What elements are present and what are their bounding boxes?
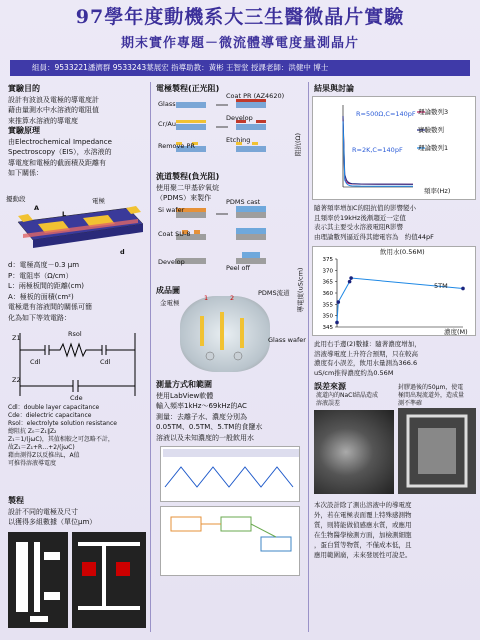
circuit-z1: Z1	[12, 334, 21, 342]
fig-label-wave: 擾動段	[6, 195, 26, 203]
elec-step-5: Etching	[226, 136, 251, 144]
section-theory-heading: 實驗原理	[8, 126, 40, 135]
chart2-point-2	[348, 280, 352, 284]
crystal-photo	[314, 410, 394, 494]
chart2-ytick-label-1: 350	[322, 313, 333, 320]
fig-label-a: A	[34, 204, 40, 212]
conductivity-chart	[312, 246, 476, 336]
chart2-ytick-label-6: 375	[322, 257, 333, 263]
product-photo	[180, 296, 270, 372]
circuit-cde: Cde	[70, 394, 83, 402]
chart2-point-4	[461, 287, 465, 291]
conductivity-chart-svg	[313, 247, 477, 337]
mask-photo-1	[8, 532, 68, 628]
chart1-legend-2: 理論數列1	[418, 144, 449, 152]
circuit-cdl-2: Cdl	[100, 358, 111, 366]
chart2-point-3	[349, 276, 353, 280]
chart2-xlabel: 濃度(M)	[444, 328, 468, 336]
error-note-2: 封膠過後的50μm，使電 極間出現流道外，造成量 測不準確	[398, 384, 465, 407]
elec-step-2: Coat PR (AZ4620)	[226, 92, 285, 100]
chart2-point-1	[336, 300, 340, 304]
flow-step-1: Coat SU-8	[158, 230, 191, 238]
product-heading: 成品圖	[156, 286, 180, 295]
chart2-point-label: 5TM	[434, 282, 448, 290]
error-heading: 誤差來源	[314, 382, 346, 391]
discussion-text: 隨著頻率增加C的阻抗值的影響變小 且頻率於19kHz後漸趨近一定值 表示其主要受水溶液電阻R影響 由理論數列逼近得其總電容為 約值44pF	[314, 204, 434, 241]
column-divider-1	[150, 82, 151, 632]
elec-step-6: Remove PR	[158, 142, 195, 150]
process-section	[8, 496, 148, 528]
channel-photo	[398, 408, 476, 494]
circuit-cdl-1: Cdl	[30, 358, 41, 366]
elec-step-1: Cr/Au	[158, 120, 176, 128]
process-heading: 製程	[8, 496, 24, 505]
section-motive-heading: 實驗目的	[8, 84, 40, 93]
fig-label-l: L	[62, 210, 67, 218]
section-motive-text: 設計有波浪及電極的導電度計 藉由量測水中水溶液的電阻值 來推算水溶液的導電度	[8, 95, 99, 125]
fig-label-d: d	[120, 248, 125, 256]
circuit-rsol: Rsol	[68, 330, 82, 338]
page-subtitle: 期末實作專題－微流體導電度量測晶片	[120, 36, 359, 51]
chart2-title: 飲用水(0.56M)	[380, 248, 425, 256]
fig-label-electrode: 電極	[92, 197, 105, 205]
mask-photo-2	[72, 532, 146, 628]
column-1	[8, 84, 148, 179]
flow-step-5: Peel off	[226, 264, 251, 272]
circuit-legend: Cdl：double layer capacitance Cde：dielectric capacitance Rsol：electrolyte solution resistance 總阻抗 Z₀＝Z₁∥Z₂ Z₁＝1/(jωC)，其值相較之可忽略不計， 故Z₁＝Z₁+R…+2/(jωC) 藉由測得Z以反推出L，A值 可推得溶液導電度	[8, 404, 117, 467]
chart2-ytick-label-4: 365	[322, 279, 333, 286]
column-divider-2	[308, 82, 309, 632]
elec-step-0: Glass	[158, 100, 176, 108]
elec-process-diagram	[156, 96, 306, 168]
chart1-xlabel: 頻率(Hz)	[424, 187, 451, 195]
method-heading: 測量方式和範圍	[156, 380, 212, 389]
labview-screenshot	[160, 446, 300, 502]
product-label-2: 2	[230, 294, 235, 302]
product-label-1: 1	[204, 294, 209, 302]
elec-step-4: Develop	[226, 114, 253, 122]
chart1-ylabel: 阻抗(Ω)	[294, 132, 303, 157]
chart2-ytick-label-2: 355	[322, 302, 333, 309]
result-heading: 結果與討論	[314, 84, 354, 93]
product-label-electrode: 金電極	[160, 299, 180, 307]
flow-step-3: Develop	[158, 258, 185, 266]
chart2-ytick-label-0: 345	[322, 325, 333, 331]
method-text: 使用LabView軟體 輸入頻率1kHz～69kHz的AC 測量：去離子水、濃度分別為 0.05TM、0.5TM、5.TM的食鹽水 溶液以及未知濃度的一般飲用水	[156, 391, 263, 442]
flow-step-4: PDMS cast	[226, 198, 261, 206]
chart2-ylabel: 導電度(uS/cm)	[296, 267, 305, 313]
circuit-z2: Z2	[12, 376, 21, 384]
product-label-pdms: PDMS流道	[258, 289, 290, 297]
concentration-text: 此用右手邊(2)數據：隨著濃度增加， 溶液導電度上升符合預期，只在較高 濃度有小誤差，飲用水量測為366.6 uS/cm推得濃度約為0.56M	[314, 340, 421, 377]
conclusion-text: 本次設計除了測出溶液中的導電度 外，若在電極表面覆上特殊感測物 質，則將能做偵感應水質，或應用 在生物醫學檢測方面，加檢測細胞 ，蛋白質等物質，不僅成本低，且 應用範圍廣，未來發展性可說是。	[314, 501, 412, 559]
chart2-ytick-label-5: 370	[322, 268, 333, 275]
electrode-figure	[8, 194, 148, 256]
process-text: 設計不同的電極及尺寸 以獲得多組數據（單位μm）	[8, 507, 97, 526]
flow-step-0: Si wafer	[158, 206, 185, 214]
chart1-legend-0: 理論數列3	[418, 108, 449, 116]
section-theory-text: 由Electrochemical Impedance Spectroscopy（EIS），水溶液的 導電度和電極的截面積及距離有 如下關係：	[8, 137, 112, 177]
error-note-1: 流道內的NaCl結晶造成 溶液誤差	[316, 392, 379, 407]
page-title: 97學年度動機系大三生醫微晶片實驗	[75, 6, 405, 28]
product-label-glass: Glass wafer	[268, 336, 306, 344]
labview-block-diagram	[160, 506, 300, 576]
chart1-note2: R=2K,C=140pF	[352, 146, 403, 154]
flow-process-text: 使用聚二甲基矽氧烷 （PDMS）來製作	[156, 183, 219, 202]
authors-bar: 組員：9533221潘濟群 9533243葉展宏 指導助教：黃彬 王智堂 授課老師：洪健中 博士	[10, 60, 470, 76]
chart1-legend-1: 實驗數列	[418, 126, 444, 134]
method-section	[156, 380, 306, 443]
elec-process-heading: 電極製程(正光阻)	[156, 84, 220, 93]
chart2-point-0	[335, 321, 339, 325]
flow-process-heading: 流道製程(負光阻)	[156, 172, 220, 181]
definitions-text: d：電極高度－0.3 μm P：電阻率（Ω/cm） L：兩極板間的距離(cm) A：極板的面積(cm²) 電極還有溶液間的關係可簡 化為如下等效電路：	[8, 261, 92, 322]
chart1-note1: R=500Ω,C=140pF	[356, 110, 416, 118]
chart2-ytick-label-3: 360	[322, 291, 333, 297]
